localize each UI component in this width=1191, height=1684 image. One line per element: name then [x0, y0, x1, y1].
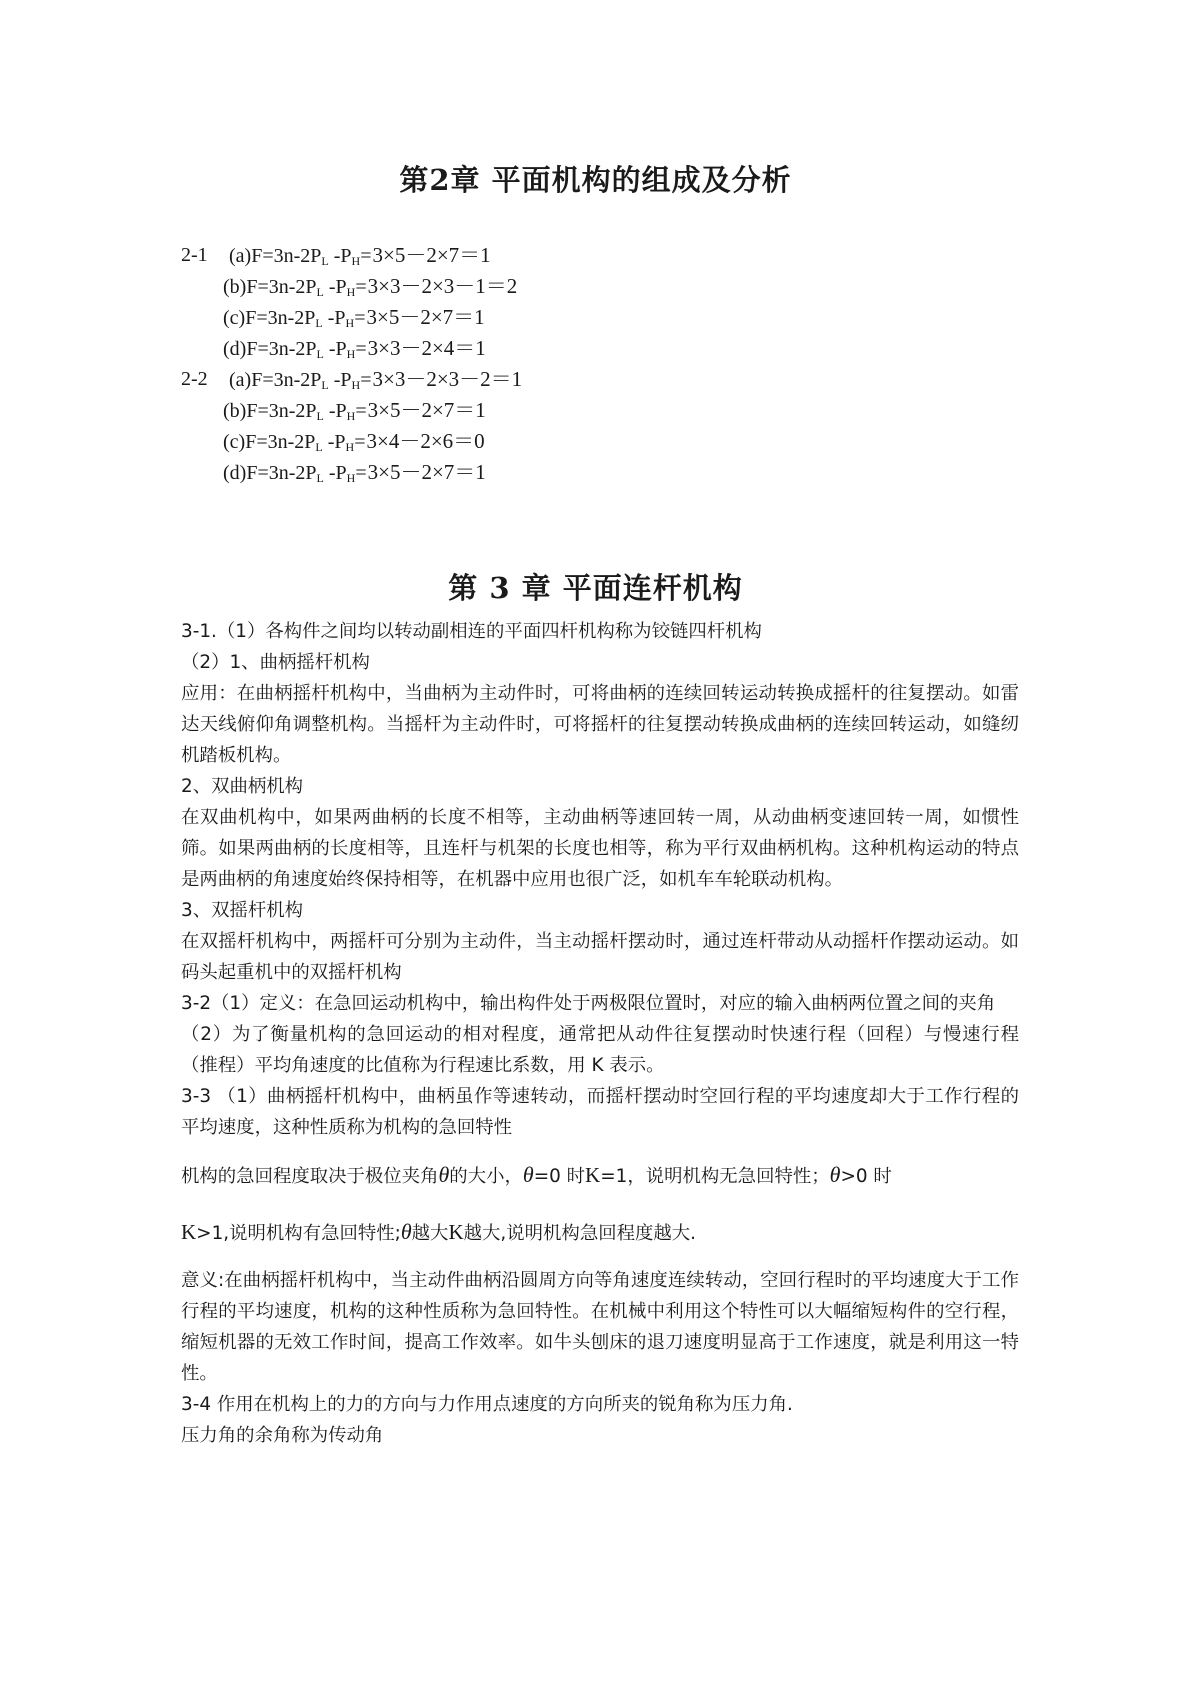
equals: = — [360, 245, 372, 267]
equation-result: 3×5－2×7＝1 — [372, 243, 491, 267]
equation — [223, 457, 486, 494]
paragraph: 3-3 （1）曲柄摇杆机构中，曲柄虽作等速转动，而摇杆摆动时空回行程的平均速度却大于工作行程的平均速度，这种性质称为机构的急回特性 — [181, 1086, 1019, 1138]
text-run: 越大,说明机构急回程度越大. — [463, 1223, 697, 1244]
equation-result: 3×5－2×7＝1 — [367, 460, 486, 484]
equals: = — [355, 400, 367, 422]
subscript-h: H — [346, 409, 356, 423]
theta-symbol: θ — [438, 1162, 450, 1187]
equation-label: (b)F=3n-2P — [223, 400, 317, 422]
spacer — [181, 1249, 1019, 1265]
text-run: >0 时 — [840, 1166, 892, 1187]
equation-result: 3×5－2×7＝1 — [366, 305, 485, 329]
paragraph: 3、双摇杆机构 — [181, 900, 304, 921]
subscript-l: L — [316, 285, 324, 299]
equation-label: (c)F=3n-2P — [223, 307, 316, 329]
subscript-l: L — [321, 378, 329, 392]
subscript-h: H — [351, 378, 361, 392]
subscript-h: H — [345, 440, 355, 454]
paragraph: 压力角的余角称为传动角 — [181, 1425, 384, 1446]
equation-result: 3×4－2×6＝0 — [366, 429, 485, 453]
equation-line — [181, 302, 881, 333]
subscript-l: L — [316, 471, 324, 485]
chapter-2-equations — [181, 240, 881, 488]
equation-line — [181, 426, 881, 457]
equation-line — [181, 395, 881, 426]
paragraph: 在双摇杆机构中，两摇杆可分别为主动件，当主动摇杆摆动时，通过连杆带动从动摇杆作摆动运动。如码头起重机中的双摇杆机构 — [181, 931, 1019, 983]
equation-label: (c)F=3n-2P — [223, 431, 316, 453]
equation-label: (d)F=3n-2P — [223, 338, 317, 360]
equation-result: 3×3－2×4＝1 — [367, 336, 486, 360]
equation-mid: -P — [328, 245, 352, 267]
equation-line — [181, 333, 881, 364]
equals: = — [360, 369, 372, 391]
spacer — [181, 1143, 1019, 1159]
equals: = — [355, 338, 367, 360]
equation-line — [181, 240, 881, 271]
equals: = — [355, 276, 367, 298]
subscript-h: H — [351, 254, 361, 268]
subscript-h: H — [346, 347, 356, 361]
theta-symbol: θ — [829, 1162, 841, 1187]
equation-mid: -P — [328, 369, 352, 391]
equals: = — [355, 462, 367, 484]
subscript-h: H — [346, 471, 356, 485]
equation-line — [181, 457, 881, 488]
subscript-l: L — [316, 409, 324, 423]
equation-mid: -P — [323, 400, 347, 422]
theta-symbol: θ — [400, 1219, 412, 1244]
text-run: 机构的急回程度取决于极位夹角 — [181, 1166, 439, 1187]
equation-label: (b)F=3n-2P — [223, 276, 317, 298]
paragraph: （2）为了衡量机构的急回运动的相对程度，通常把从动件往复摆动时快速行程（回程）与慢速行程（推程）平均角速度的比值称为行程速比系数，用 K 表示。 — [181, 1024, 1019, 1076]
subscript-h: H — [346, 285, 356, 299]
equation-result: 3×5－2×7＝1 — [367, 398, 486, 422]
paragraph: 3-2（1）定义：在急回运动机构中，输出构件处于两极限位置时，对应的输入曲柄两位置之间的夹角 — [181, 993, 996, 1014]
spacer — [181, 1192, 1019, 1216]
subscript-l: L — [315, 440, 323, 454]
paragraph: 应用：在曲柄摇杆机构中，当曲柄为主动件时，可将曲柄的连续回转运动转换成摇杆的往复摆动。如雷达天线俯仰角调整机构。当摇杆为主动件时，可将摇杆的往复摆动转换成曲柄的连续回转运动，如缝纫机踏板机构。 — [181, 683, 1019, 766]
problem-number: 2-1 — [181, 244, 208, 266]
equals: = — [354, 307, 366, 329]
subscript-h: H — [345, 316, 355, 330]
subscript-l: L — [315, 316, 323, 330]
k-symbol: K — [448, 1220, 464, 1244]
equation-label: (d)F=3n-2P — [223, 462, 317, 484]
paragraph: 意义:在曲柄摇杆机构中，当主动件曲柄沿圆周方向等角速度连续转动，空回行程时的平均速度大于工作行程的平均速度，机构的这种性质称为急回特性。在机械中利用这个特性可以大幅缩短构件的空行程，缩短机器的无效工作时间，提高工作效率。如牛头刨床的退刀速度明显高于工作速度，就是利用这一特性。 — [181, 1270, 1019, 1384]
text-run: >1,说明机构有急回特性; — [196, 1223, 401, 1244]
k-symbol: K — [181, 1220, 197, 1244]
equation-label: (a)F=3n-2P — [229, 245, 322, 267]
subscript-l: L — [316, 347, 324, 361]
equation-line — [181, 364, 881, 395]
text-run: =0 时 — [533, 1166, 586, 1187]
text-run: 越大 — [411, 1223, 449, 1244]
equation-result: 3×3－2×3－1＝2 — [367, 274, 518, 298]
equation-mid: -P — [323, 462, 347, 484]
equation-mid: -P — [322, 307, 346, 329]
text-run: 的大小， — [449, 1166, 523, 1187]
equation-result: 3×3－2×3－2＝1 — [372, 367, 523, 391]
paragraph: 3-4 作用在机构上的力的方向与力作用点速度的方向所夹的锐角称为压力角. — [181, 1394, 793, 1415]
theta-symbol: θ — [522, 1162, 534, 1187]
problem-number: 2-2 — [181, 368, 208, 390]
chapter-3-body — [181, 616, 1019, 1451]
text-run: =1，说明机构无急回特性； — [600, 1166, 830, 1187]
equation-mid: -P — [322, 431, 346, 453]
equation-label: (a)F=3n-2P — [229, 369, 322, 391]
equals: = — [354, 431, 366, 453]
chapter-2-title: 第2章 平面机构的组成及分析 — [399, 163, 792, 197]
equation-mid: -P — [323, 338, 347, 360]
subscript-l: L — [321, 254, 329, 268]
chapter-3-title: 第 3 章 平面连杆机构 — [448, 571, 743, 605]
paragraph: （2）1、曲柄摇杆机构 — [181, 652, 370, 673]
paragraph: 3-1.（1）各构件之间均以转动副相连的平面四杆机构称为铰链四杆机构 — [181, 621, 762, 642]
k-symbol: K — [585, 1163, 601, 1187]
paragraph: 2、双曲柄机构 — [181, 776, 304, 797]
paragraph-theta — [181, 1159, 1019, 1192]
equation-mid: -P — [323, 276, 347, 298]
paragraph: 在双曲机构中，如果两曲柄的长度不相等，主动曲柄等速回转一周，从动曲柄变速回转一周，如惯性筛。如果两曲柄的长度相等，且连杆与机架的长度也相等，称为平行双曲柄机构。这种机构运动的特点是两曲柄的角速度始终保持相等，在机器中应用也很广泛，如机车车轮联动机构。 — [181, 807, 1019, 890]
paragraph-k — [181, 1216, 1019, 1249]
equation-line — [181, 271, 881, 302]
